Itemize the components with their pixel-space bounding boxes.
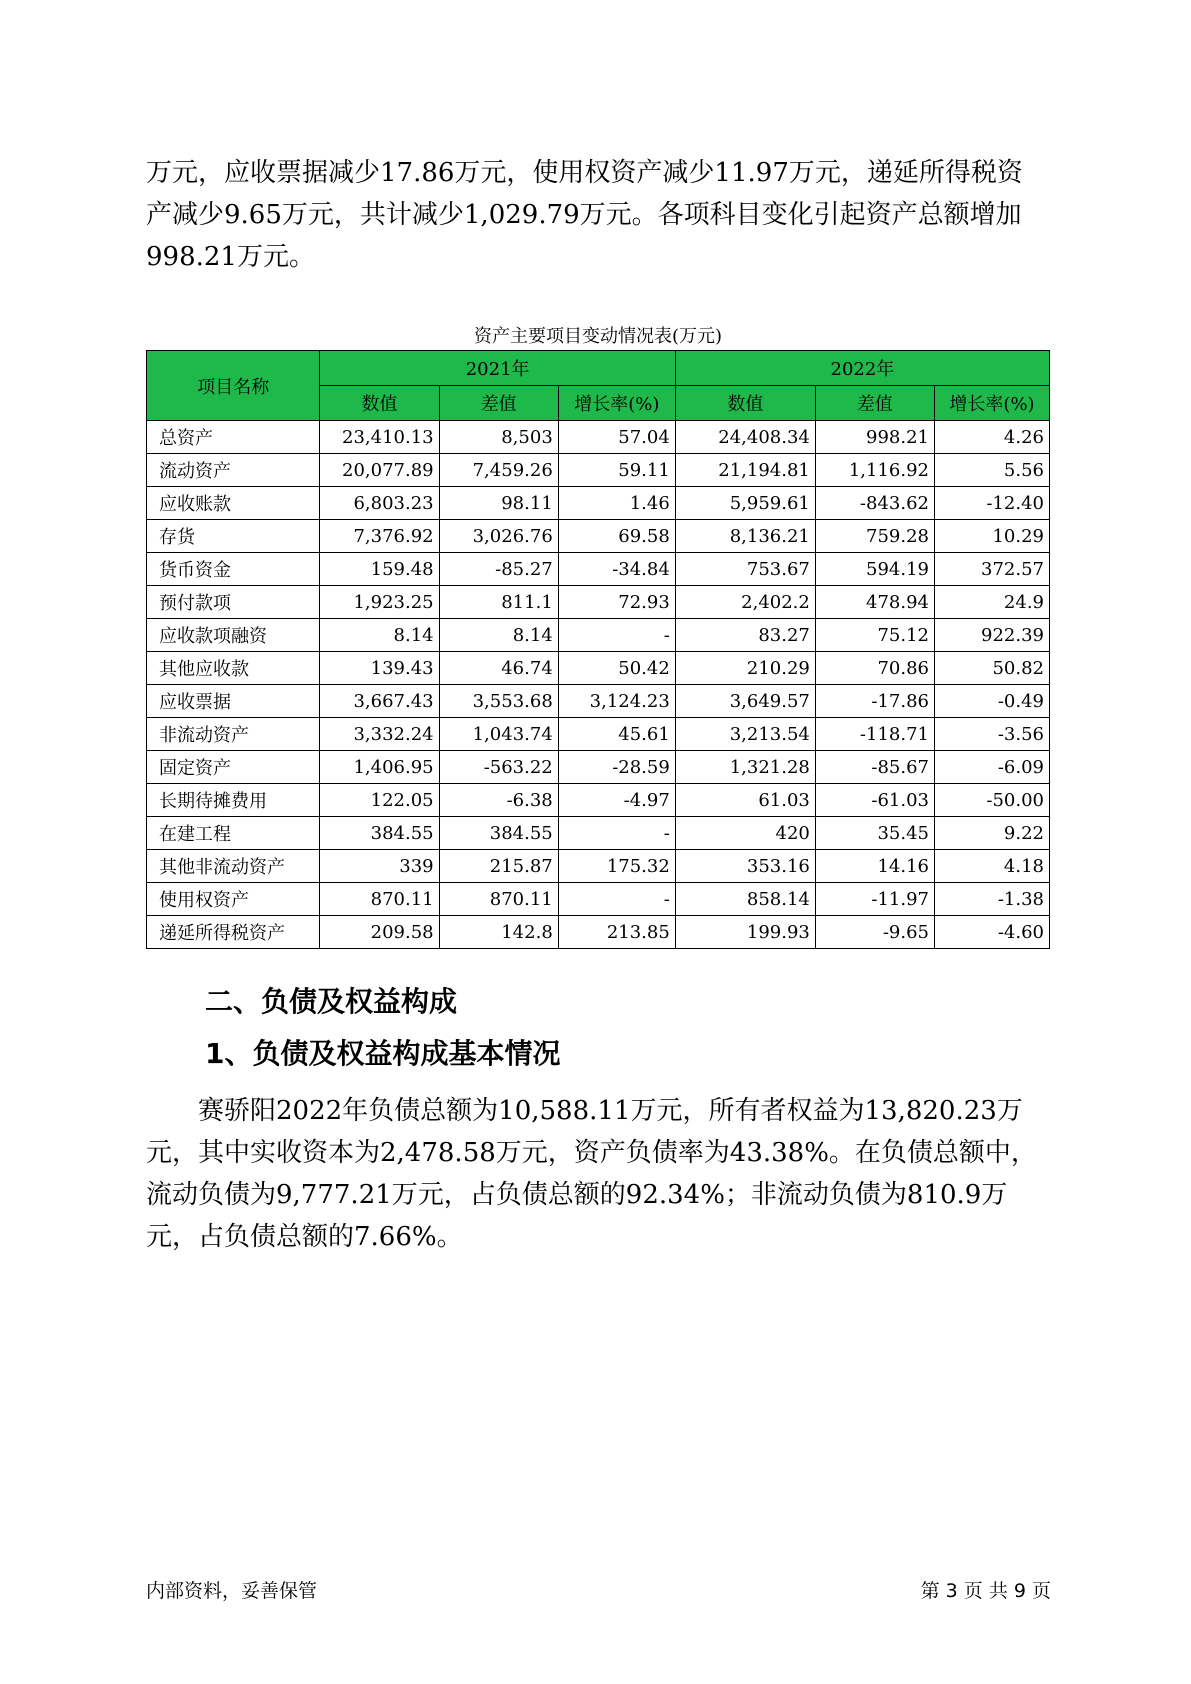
table-cell: 420 xyxy=(675,817,815,850)
table-cell: 384.55 xyxy=(439,817,558,850)
table-cell: 57.04 xyxy=(558,421,675,454)
table-cell: 1.46 xyxy=(558,487,675,520)
col-header-diff-2021: 差值 xyxy=(439,386,558,421)
col-header-name: 项目名称 xyxy=(147,351,320,421)
table-cell: 8.14 xyxy=(320,619,439,652)
table-cell: 50.42 xyxy=(558,652,675,685)
table-cell: 870.11 xyxy=(439,883,558,916)
table-cell: 175.32 xyxy=(558,850,675,883)
table-cell: 215.87 xyxy=(439,850,558,883)
row-label: 使用权资产 xyxy=(147,883,320,916)
row-label: 应收票据 xyxy=(147,685,320,718)
table-cell: 2,402.2 xyxy=(675,586,815,619)
table-cell: 75.12 xyxy=(815,619,934,652)
table-cell: 753.67 xyxy=(675,553,815,586)
table-cell: -6.09 xyxy=(935,751,1050,784)
body-paragraph: 赛骄阳2022年负债总额为10,588.11万元，所有者权益为13,820.23万元，其中实收资本为2,478.58万元，资产负债率为43.38%。在负债总额中，流动负债为9,777.21万元，占负债总额的92.34%；非流动负债为810.9万元，占负债总额的7.66%。 xyxy=(146,1096,1037,1252)
table-cell: 5,959.61 xyxy=(675,487,815,520)
table-row xyxy=(147,454,1050,487)
table-cell: 372.57 xyxy=(935,553,1050,586)
col-header-year-2022: 2022年 xyxy=(675,351,1049,386)
table-row xyxy=(147,553,1050,586)
row-label: 固定资产 xyxy=(147,751,320,784)
table-cell: 9.22 xyxy=(935,817,1050,850)
row-label: 应收款项融资 xyxy=(147,619,320,652)
table-row xyxy=(147,619,1050,652)
row-label: 预付款项 xyxy=(147,586,320,619)
col-header-rate-2022: 增长率(%) xyxy=(935,386,1050,421)
table-cell: 3,649.57 xyxy=(675,685,815,718)
table-cell: -118.71 xyxy=(815,718,934,751)
table-cell: -563.22 xyxy=(439,751,558,784)
table-cell: 7,459.26 xyxy=(439,454,558,487)
row-label: 货币资金 xyxy=(147,553,320,586)
table-row xyxy=(147,850,1050,883)
table-cell: 1,923.25 xyxy=(320,586,439,619)
table-cell: -3.56 xyxy=(935,718,1050,751)
table-cell: 478.94 xyxy=(815,586,934,619)
table-cell: 3,213.54 xyxy=(675,718,815,751)
table-row xyxy=(147,685,1050,718)
table-cell: 50.82 xyxy=(935,652,1050,685)
table-cell: 20,077.89 xyxy=(320,454,439,487)
table-cell: 139.43 xyxy=(320,652,439,685)
table-cell: 998.21 xyxy=(815,421,934,454)
col-header-diff-2022: 差值 xyxy=(815,386,934,421)
footer-confidential-note: 内部资料，妥善保管 xyxy=(146,1580,318,1602)
table-cell: 6,803.23 xyxy=(320,487,439,520)
table-cell: 122.05 xyxy=(320,784,439,817)
table-cell: 210.29 xyxy=(675,652,815,685)
table-cell: 3,553.68 xyxy=(439,685,558,718)
table-cell: 339 xyxy=(320,850,439,883)
table-cell: 14.16 xyxy=(815,850,934,883)
table-cell: -11.97 xyxy=(815,883,934,916)
table-cell: -0.49 xyxy=(935,685,1050,718)
row-label: 非流动资产 xyxy=(147,718,320,751)
table-caption: 资产主要项目变动情况表(万元) xyxy=(473,326,723,347)
table-cell: 3,667.43 xyxy=(320,685,439,718)
table-cell: -85.67 xyxy=(815,751,934,784)
table-cell: 35.45 xyxy=(815,817,934,850)
table-cell: -85.27 xyxy=(439,553,558,586)
table-row xyxy=(147,883,1050,916)
col-header-year-2021: 2021年 xyxy=(320,351,675,386)
table-cell: 213.85 xyxy=(558,916,675,949)
table-cell: 59.11 xyxy=(558,454,675,487)
table-cell: 10.29 xyxy=(935,520,1050,553)
row-label: 长期待摊费用 xyxy=(147,784,320,817)
table-cell: 4.26 xyxy=(935,421,1050,454)
table-cell: 83.27 xyxy=(675,619,815,652)
table-cell: 98.11 xyxy=(439,487,558,520)
table-row xyxy=(147,751,1050,784)
table-header xyxy=(147,351,1050,421)
row-label: 递延所得税资产 xyxy=(147,916,320,949)
table-row xyxy=(147,652,1050,685)
table-cell: -6.38 xyxy=(439,784,558,817)
table-cell: 159.48 xyxy=(320,553,439,586)
table-cell: 1,406.95 xyxy=(320,751,439,784)
table-cell: - xyxy=(558,883,675,916)
table-cell: -1.38 xyxy=(935,883,1050,916)
table-cell: 858.14 xyxy=(675,883,815,916)
table-cell: 759.28 xyxy=(815,520,934,553)
table-cell: 142.8 xyxy=(439,916,558,949)
table-cell: 353.16 xyxy=(675,850,815,883)
table-cell: -50.00 xyxy=(935,784,1050,817)
table-cell: -843.62 xyxy=(815,487,934,520)
table-cell: - xyxy=(558,619,675,652)
table-cell: 1,321.28 xyxy=(675,751,815,784)
table-cell: 209.58 xyxy=(320,916,439,949)
table-cell: -9.65 xyxy=(815,916,934,949)
footer-page-number: 第 3 页 共 9 页 xyxy=(920,1580,1051,1602)
table-cell: -4.60 xyxy=(935,916,1050,949)
intro-paragraph: 万元，应收票据减少17.86万元，使用权资产减少11.97万元，递延所得税资产减少9.65万元，共计减少1,029.79万元。各项科目变化引起资产总额增加998.21万元。 xyxy=(146,158,1023,272)
table-row xyxy=(147,817,1050,850)
table-cell: 24.9 xyxy=(935,586,1050,619)
col-header-rate-2021: 增长率(%) xyxy=(558,386,675,421)
table-cell: 3,026.76 xyxy=(439,520,558,553)
table-cell: 3,124.23 xyxy=(558,685,675,718)
table-cell: -17.86 xyxy=(815,685,934,718)
table-cell: 1,116.92 xyxy=(815,454,934,487)
col-header-value-2022: 数值 xyxy=(675,386,815,421)
table-cell: 46.74 xyxy=(439,652,558,685)
table-cell: -61.03 xyxy=(815,784,934,817)
table-cell: 45.61 xyxy=(558,718,675,751)
table-cell: 70.86 xyxy=(815,652,934,685)
table-cell: -12.40 xyxy=(935,487,1050,520)
row-label: 在建工程 xyxy=(147,817,320,850)
table-cell: 24,408.34 xyxy=(675,421,815,454)
table-cell: 8,503 xyxy=(439,421,558,454)
table-cell: -28.59 xyxy=(558,751,675,784)
table-cell: 594.19 xyxy=(815,553,934,586)
asset-change-table xyxy=(146,350,1050,949)
row-label: 其他应收款 xyxy=(147,652,320,685)
col-header-value-2021: 数值 xyxy=(320,386,439,421)
table-body xyxy=(147,421,1050,949)
table-cell: 7,376.92 xyxy=(320,520,439,553)
table-cell: 5.56 xyxy=(935,454,1050,487)
row-label: 其他非流动资产 xyxy=(147,850,320,883)
table-cell: 8.14 xyxy=(439,619,558,652)
row-label: 流动资产 xyxy=(147,454,320,487)
table-cell: 69.58 xyxy=(558,520,675,553)
table-row xyxy=(147,421,1050,454)
table-cell: 1,043.74 xyxy=(439,718,558,751)
row-label: 存货 xyxy=(147,520,320,553)
table-cell: 72.93 xyxy=(558,586,675,619)
table-cell: 61.03 xyxy=(675,784,815,817)
table-cell: 8,136.21 xyxy=(675,520,815,553)
table-cell: 21,194.81 xyxy=(675,454,815,487)
table-row xyxy=(147,718,1050,751)
table-row xyxy=(147,520,1050,553)
table-cell: -34.84 xyxy=(558,553,675,586)
table-row xyxy=(147,586,1050,619)
table-cell: 23,410.13 xyxy=(320,421,439,454)
table-row xyxy=(147,487,1050,520)
table-cell: 384.55 xyxy=(320,817,439,850)
table-cell: 4.18 xyxy=(935,850,1050,883)
table-cell: 922.39 xyxy=(935,619,1050,652)
table-cell: -4.97 xyxy=(558,784,675,817)
table-row xyxy=(147,916,1050,949)
row-label: 总资产 xyxy=(147,421,320,454)
table-cell: 870.11 xyxy=(320,883,439,916)
section-heading: 二、负债及权益构成 xyxy=(205,985,458,1018)
row-label: 应收账款 xyxy=(147,487,320,520)
subsection-heading: 1、负债及权益构成基本情况 xyxy=(205,1037,561,1070)
table-cell: 199.93 xyxy=(675,916,815,949)
table-cell: 3,332.24 xyxy=(320,718,439,751)
table-cell: 811.1 xyxy=(439,586,558,619)
table-cell: - xyxy=(558,817,675,850)
table-row xyxy=(147,784,1050,817)
